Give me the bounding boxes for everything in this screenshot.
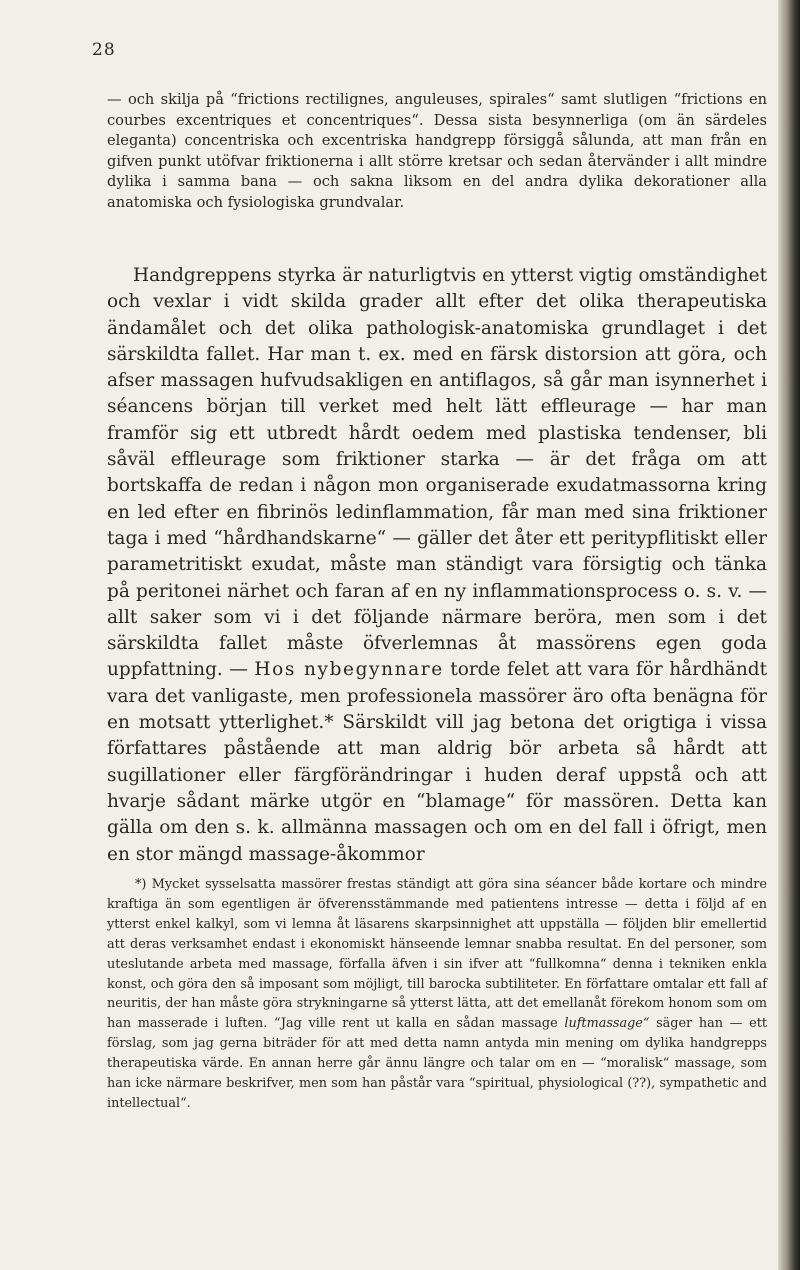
footnote-italic-term: luftmassage“ <box>564 1016 650 1032</box>
footnote-text-part2: säger han — ett förslag, som jag gerna biträder för att med detta namn antyda min mening om dylika handgrepps therapeutiska värde. En annan herre går ännu längre och talar om en — “moralisk“ massage, som han icke närmare beskrifver, men som han påstår vara “spiritual, physiological (??), sympathetic and intellectual“. <box>107 1016 767 1111</box>
body-text-part2: torde felet att vara för hårdhändt vara det vanligaste, men professionela massörer äro ofta benägna för en motsatt ytterlighet.* Särskildt vill jag betona det origtiga i vissa författares påstående att man aldrig bör arbeta så hårdt att sugillationer eller färgförändringar i huden deraf uppstå och att hvarje sådant märke utgör en “blamage“ för massören. Detta kan gälla om den s. k. allmänna massagen och om en del fall i öfrigt, men en stor mängd massage-åkommor <box>107 659 768 865</box>
footnote-paragraph <box>107 875 767 1114</box>
footnote-text-part1: *) Mycket sysselsatta massörer frestas ständigt att göra sina séancer både kortare och mindre kraftiga än som egentligen är öfverensstämmande med patientens intresse — detta i följd af en ytterst enkel kalkyl, som vi lemna åt läsarens skarpsinnighet att uppställa — följden blir emellertid att deras verksamhet endast i ekonomiskt hänseende lemnar snabba resultat. En del personer, som uteslutande arbeta med massage, förfalla äfven i sin ifver att “fullkomna“ denna i tekniken enkla konst, och göra den så imposant som möjligt, till barocka subtiliteter. En författare omtalar ett fall af neuritis, der han måste göra strykningarne så ytterst lätta, att det emellanåt förekom honom som om han masserade i luften. “Jag ville rent ut kalla en sådan massage <box>107 877 767 1032</box>
body-paragraph <box>107 263 767 868</box>
page-number: 28 <box>92 40 116 60</box>
intro-paragraph: — och skilja på “frictions rectilignes, anguleuses, spirales“ samt slutligen “frictions en courbes excentriques et concentriques“. Dessa sista besynnerliga (om än särdeles eleganta) concentriska och excentriska handgrepp försiggå sålunda, att man från en gifven punkt utöfvar friktionerna i allt större kretsar och sedan återvänder i allt mindre dylika i samma bana — och sakna liksom en del andra dylika dekorationer alla anatomiska och fysiologiska grundvalar. <box>107 91 767 211</box>
main-text <box>107 263 767 868</box>
body-text-part1: Handgreppens styrka är naturligtvis en ytterst vigtig omständighet och vexlar i vidt skilda grader allt efter det olika therapeutiska ändamålet och det olika pathologisk-anatomiska grundlaget i det särskildta fallet. Har man t. ex. med en färsk distorsion att göra, och afser massagen hufvudsakligen en antiflagos, så går man isynnerhet i séancens början till verket med helt lätt effleurage — har man framför sig ett utbredt hårdt oedem med plastiska tendenser, bli såväl effleurage som friktioner starka — är det fråga om att bortskaffa de redan i någon mon organiserade exudatmassorna kring en led efter en fibrinös ledinflammation, får man med sina friktioner taga i med “hårdhandskarne“ — gäller det åter ett peritypflitiskt eller parametritiskt exudat, måste man ständigt vara försigtig och tänka på peritonei närhet och faran af en ny inflammationsprocess o. s. v. — allt saker som vi i det följande närmare beröra, men som i det särskildta fallet måste öfverlemnas åt massörens egen goda uppfattning. — <box>107 265 767 681</box>
body-spaced-phrase: Hos nybegynnare <box>254 659 444 681</box>
page-edge-shadow <box>778 0 800 1270</box>
footnote <box>107 875 767 1114</box>
